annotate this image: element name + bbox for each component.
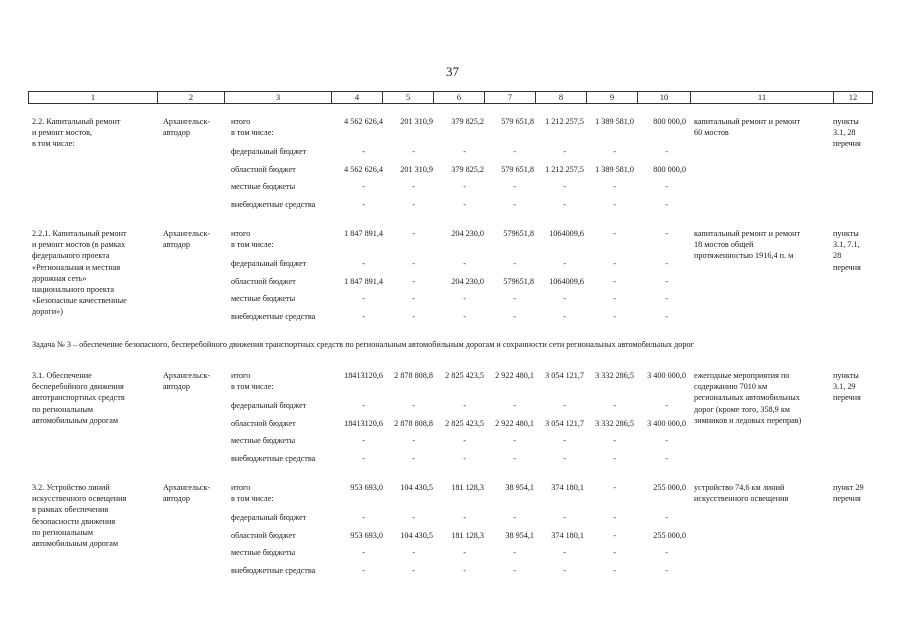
funding-source: федеральный бюджет (231, 147, 307, 156)
measure-name-line: национального проекта (32, 285, 115, 294)
funding-value: 3 400 000,0 (647, 419, 686, 428)
funding-source: внебюджетные средства (231, 454, 316, 463)
funding-value: - (412, 259, 415, 268)
funding-value: 2 922 480,1 (495, 371, 534, 380)
funding-value: - (513, 312, 516, 321)
funding-value: 104 430,5 (400, 531, 433, 540)
funding-value: - (513, 182, 516, 191)
funding-value: 104 430,5 (400, 483, 433, 492)
funding-value: 1064009,6 (549, 229, 584, 238)
funding-value: - (412, 436, 415, 445)
executor-line: Архангельск- (163, 483, 211, 492)
funding-value: - (665, 454, 668, 463)
funding-value: - (665, 259, 668, 268)
funding-value: 1 847 891,4 (344, 277, 383, 286)
funding-value: 800 000,0 (653, 117, 686, 126)
expected-result-line: протяженностью 1916,4 п. м (694, 251, 794, 261)
funding-value: - (563, 294, 566, 303)
funding-value: - (665, 566, 668, 575)
funding-value: - (412, 548, 415, 557)
column-header-10: 10 (638, 92, 691, 104)
list-point-line: пункты (833, 371, 859, 380)
funding-value: - (463, 566, 466, 575)
funding-value: - (513, 548, 516, 557)
funding-value: - (613, 294, 616, 303)
funding-value: 2 825 423,5 (445, 419, 484, 428)
funding-value: 38 954,1 (505, 483, 534, 492)
funding-source: федеральный бюджет (231, 259, 307, 268)
funding-value: 1 212 257,5 (545, 117, 584, 126)
funding-value: - (362, 182, 365, 191)
funding-value: - (613, 259, 616, 268)
funding-source: внебюджетные средства (231, 200, 316, 209)
funding-source: в том числе: (231, 382, 274, 391)
funding-value: - (563, 312, 566, 321)
expected-result-line: зимников и ледовых переправ) (694, 415, 802, 425)
measure-name-line: 2.2. Капитальный ремонт (32, 117, 121, 126)
funding-source: в том числе: (231, 240, 274, 249)
funding-value: - (613, 200, 616, 209)
funding-value: - (563, 259, 566, 268)
funding-value: - (613, 531, 616, 540)
funding-value: 38 954,1 (505, 531, 534, 540)
funding-value: 579 651,8 (501, 117, 534, 126)
funding-source: в том числе: (231, 494, 274, 503)
funding-value: - (513, 513, 516, 522)
funding-value: - (463, 436, 466, 445)
funding-value: - (665, 436, 668, 445)
funding-value: - (665, 312, 668, 321)
funding-value: - (563, 401, 566, 410)
funding-value: 379 825,2 (451, 117, 484, 126)
column-header-4: 4 (332, 92, 383, 104)
funding-value: - (613, 277, 616, 286)
funding-value: - (563, 436, 566, 445)
funding-value: - (513, 566, 516, 575)
column-header-6: 6 (434, 92, 485, 104)
funding-value: - (463, 454, 466, 463)
funding-value: 2 878 808,8 (394, 419, 433, 428)
funding-source: внебюджетные средства (231, 312, 316, 321)
column-header-row (28, 91, 873, 104)
expected-result-line: искусственного освещения (694, 494, 789, 504)
funding-value: 374 180,1 (551, 483, 584, 492)
expected-result-line: ежегодные мероприятия по (694, 371, 790, 380)
funding-value: 800 000,0 (653, 165, 686, 174)
funding-value: 953 693,0 (350, 531, 383, 540)
column-header-11: 11 (691, 92, 834, 104)
column-header-9: 9 (587, 92, 638, 104)
funding-value: - (513, 401, 516, 410)
funding-value: - (362, 259, 365, 268)
measure-name-line: автотранспортных средств (32, 393, 125, 403)
funding-value: 255 000,0 (653, 531, 686, 540)
funding-source: внебюджетные средства (231, 566, 316, 575)
funding-value: - (613, 182, 616, 191)
funding-value: 2 878 808,8 (394, 371, 433, 380)
funding-value: - (463, 401, 466, 410)
funding-value: - (362, 312, 365, 321)
funding-value: - (563, 147, 566, 156)
funding-value: - (362, 294, 365, 303)
funding-value: 4 562 626,4 (344, 117, 383, 126)
measure-name-line: безопасности движения (32, 516, 116, 526)
funding-value: 1 389 581,0 (595, 117, 634, 126)
funding-value: - (563, 200, 566, 209)
executor-line: автодор (163, 128, 190, 138)
funding-value: - (513, 436, 516, 445)
funding-value: 1064009,6 (549, 277, 584, 286)
funding-value: - (665, 548, 668, 557)
funding-value: - (362, 454, 365, 463)
measure-name-line: 2.2.1. Капитальный ремонт (32, 229, 127, 238)
measure-name-line: искусственного освещения (32, 494, 127, 504)
funding-value: - (513, 294, 516, 303)
funding-value: - (412, 401, 415, 410)
funding-value: 201 310,9 (400, 117, 433, 126)
funding-value: 3 054 121,7 (545, 371, 584, 380)
funding-value: - (362, 548, 365, 557)
funding-source: местные бюджеты (231, 182, 296, 191)
executor-line: Архангельск- (163, 371, 211, 380)
funding-value: - (665, 229, 668, 238)
funding-value: - (362, 147, 365, 156)
funding-value: - (665, 401, 668, 410)
expected-result-line: капитальный ремонт и ремонт (694, 229, 801, 238)
funding-source: областной бюджет (231, 277, 296, 286)
funding-source: федеральный бюджет (231, 401, 307, 410)
measure-name-line: и ремонт мостов, (32, 128, 93, 138)
funding-value: - (513, 200, 516, 209)
funding-source: итого (231, 483, 251, 492)
funding-value: - (613, 454, 616, 463)
funding-value: - (563, 182, 566, 191)
measure-name-line: в рамках обеспечения (32, 505, 109, 515)
measure-name-line: по региональным (32, 527, 94, 537)
column-header-8: 8 (536, 92, 587, 104)
funding-source: местные бюджеты (231, 436, 296, 445)
funding-source: итого (231, 229, 251, 238)
funding-value: - (563, 454, 566, 463)
funding-value: - (412, 277, 415, 286)
funding-value: 579 651,8 (501, 165, 534, 174)
executor-line: Архангельск- (163, 117, 211, 126)
funding-value: 953 693,0 (350, 483, 383, 492)
funding-value: 201 310,9 (400, 165, 433, 174)
funding-value: 204 230,0 (451, 229, 484, 238)
measure-name-line: автомобильным дорогам (32, 539, 119, 548)
funding-value: - (412, 294, 415, 303)
funding-value: - (613, 229, 616, 238)
funding-value: 181 128,3 (451, 531, 484, 540)
funding-value: - (613, 548, 616, 557)
funding-value: - (412, 182, 415, 191)
funding-source: областной бюджет (231, 419, 296, 428)
funding-value: 1 847 891,4 (344, 229, 383, 238)
funding-value: 4 562 626,4 (344, 165, 383, 174)
funding-value: - (463, 294, 466, 303)
expected-result-line: региональных автомобильных (694, 393, 800, 403)
funding-value: - (665, 513, 668, 522)
funding-source: итого (231, 117, 251, 126)
funding-value: 1 389 581,0 (595, 165, 634, 174)
funding-value: - (613, 312, 616, 321)
funding-value: - (463, 182, 466, 191)
measure-name-line: 3.1. Обеспечение (32, 371, 92, 380)
executor-line: автодор (163, 494, 190, 504)
funding-source: местные бюджеты (231, 294, 296, 303)
funding-value: - (412, 312, 415, 321)
funding-source: итого (231, 371, 251, 380)
list-point-line: перечня (833, 262, 861, 272)
funding-value: 18413120,6 (344, 419, 383, 428)
executor-line: автодор (163, 382, 190, 392)
measure-name-line: автомобильным дорогам (32, 415, 119, 425)
funding-value: 18413120,6 (344, 371, 383, 380)
measure-name-line: и ремонт мостов (в рамках (32, 240, 126, 250)
measure-name-line: «Безопасные качественные (32, 296, 127, 306)
funding-value: - (613, 436, 616, 445)
funding-value: - (563, 513, 566, 522)
column-header-3: 3 (225, 92, 332, 104)
list-point-line: 3.1, 29 (833, 382, 856, 392)
funding-source: областной бюджет (231, 165, 296, 174)
funding-value: 181 128,3 (451, 483, 484, 492)
funding-value: - (362, 566, 365, 575)
column-header-2: 2 (158, 92, 225, 104)
list-point-line: 3.1, 28 (833, 128, 856, 138)
funding-value: - (613, 147, 616, 156)
funding-value: 204 230,0 (451, 277, 484, 286)
list-point-line: пункты (833, 117, 859, 126)
funding-value: - (412, 566, 415, 575)
list-point-line: перечня (833, 393, 861, 403)
funding-value: - (665, 200, 668, 209)
funding-value: - (513, 147, 516, 156)
funding-value: - (463, 259, 466, 268)
funding-value: - (613, 513, 616, 522)
funding-value: - (362, 436, 365, 445)
funding-value: 579651,8 (503, 277, 534, 286)
column-header-5: 5 (383, 92, 434, 104)
measure-name-line: бесперебойного движения (32, 382, 124, 392)
funding-value: 3 054 121,7 (545, 419, 584, 428)
funding-value: - (412, 147, 415, 156)
funding-value: - (665, 294, 668, 303)
funding-value: - (463, 147, 466, 156)
funding-source: в том числе: (231, 128, 274, 137)
funding-value: - (362, 513, 365, 522)
funding-value: 379 825,2 (451, 165, 484, 174)
measure-name-line: дороги») (32, 307, 64, 317)
task-line: Задача № 3 – обеспечение безопасного, бесперебойного движения транспортных средств по региональным автомобильным дорогам и сохранности сети региональных автомобильных дорог (32, 340, 694, 349)
funding-value: - (362, 200, 365, 209)
page-number: 37 (446, 64, 459, 79)
funding-value: - (563, 566, 566, 575)
funding-value: - (613, 566, 616, 575)
executor-line: Архангельск- (163, 229, 211, 238)
funding-value: 3 400 000,0 (647, 371, 686, 380)
funding-value: - (463, 200, 466, 209)
measure-name-line: в том числе: (32, 139, 75, 149)
expected-result-line: дорог (кроме того, 358,9 км (694, 404, 790, 414)
executor-line: автодор (163, 240, 190, 250)
funding-value: 374 180,1 (551, 531, 584, 540)
funding-value: - (412, 513, 415, 522)
expected-result-line: 18 мостов общей (694, 240, 754, 250)
funding-value: 3 332 286,5 (595, 419, 634, 428)
funding-value: 255 000,0 (653, 483, 686, 492)
funding-value: - (412, 200, 415, 209)
measure-name-line: 3.2. Устройство линий (32, 483, 110, 492)
funding-value: - (513, 259, 516, 268)
funding-value: 3 332 286,5 (595, 371, 634, 380)
funding-value: - (665, 277, 668, 286)
funding-value: - (412, 229, 415, 238)
funding-source: федеральный бюджет (231, 513, 307, 522)
funding-value: 2 922 480,1 (495, 419, 534, 428)
expected-result-line: капитальный ремонт и ремонт (694, 117, 801, 126)
measure-name-line: федерального проекта (32, 251, 110, 261)
list-point-line: пункт 29 (833, 483, 864, 492)
list-point-line: перечня (833, 139, 861, 149)
expected-result-line: устройство 74,6 км линий (694, 483, 785, 492)
funding-value: - (563, 548, 566, 557)
funding-source: местные бюджеты (231, 548, 296, 557)
funding-value: - (613, 483, 616, 492)
funding-value: - (463, 312, 466, 321)
funding-value: 1 212 257,5 (545, 165, 584, 174)
funding-value: - (362, 401, 365, 410)
funding-source: областной бюджет (231, 531, 296, 540)
funding-value: - (513, 454, 516, 463)
measure-name-line: по региональным (32, 404, 94, 414)
column-header-12: 12 (834, 92, 873, 104)
funding-value: 579651,8 (503, 229, 534, 238)
measure-name-line: «Региональная и местная (32, 262, 121, 272)
expected-result-line: содержанию 7010 км (694, 382, 768, 392)
funding-value: - (463, 513, 466, 522)
column-header-7: 7 (485, 92, 536, 104)
measure-name-line: дорожная сеть» (32, 273, 87, 283)
list-point-line: 3.1, 7.1, (833, 240, 860, 250)
funding-value: - (463, 548, 466, 557)
list-point-line: перечня (833, 494, 861, 504)
funding-value: 2 825 423,5 (445, 371, 484, 380)
funding-value: - (412, 454, 415, 463)
list-point-line: пункты (833, 229, 859, 238)
funding-value: - (613, 401, 616, 410)
expected-result-line: 60 мостов (694, 128, 729, 138)
list-point-line: 28 (833, 251, 842, 261)
funding-value: - (665, 147, 668, 156)
funding-value: - (665, 182, 668, 191)
column-header-1: 1 (29, 92, 158, 104)
